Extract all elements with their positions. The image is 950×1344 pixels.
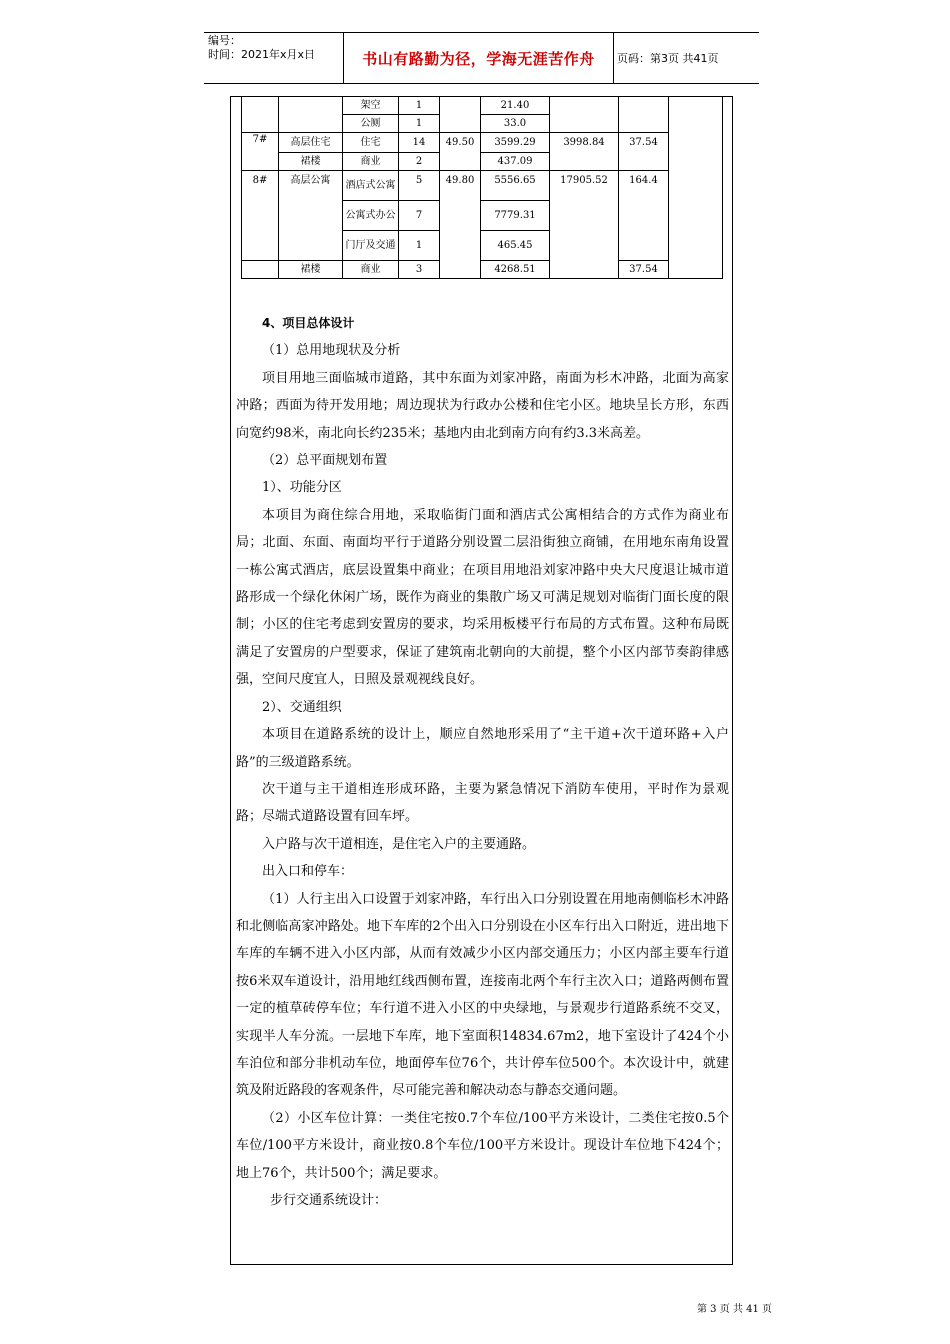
table-cell: 7	[399, 201, 440, 231]
header-number-label: 编号：	[208, 34, 241, 47]
page-header	[204, 32, 759, 84]
table-cell: 14	[399, 133, 440, 153]
header-motto-cell	[343, 33, 808, 83]
table-cell	[279, 97, 343, 133]
table-row	[242, 261, 723, 279]
table-row	[242, 97, 723, 115]
table-cell: 3	[399, 261, 440, 279]
table-cell: 7779.31	[481, 201, 550, 231]
table-cell: 1	[399, 231, 440, 261]
table-cell	[242, 97, 279, 133]
table-cell: 465.45	[481, 231, 550, 261]
paragraph: （2）小区车位计算：一类住宅按0.7个车位/100平方米设计，二类住宅按0.5个车位/100平方米设计，商业按0.8个车位/100平方米设计。现设计车位地下424个；地上76个，共计500个；满足要求。	[236, 1110, 729, 1181]
table-cell: 裙楼	[279, 153, 343, 171]
section-heading: 4、项目总体设计	[262, 316, 355, 330]
table-cell: 5	[399, 171, 440, 201]
table-cell: 8#	[242, 171, 279, 261]
paragraph: 步行交通系统设计：	[270, 1193, 388, 1208]
paragraph: 次干道与主干道相连形成环路，主要为紧急情况下消防车使用，平时作为景观路；尽端式道路设置有回车坪。	[236, 781, 729, 825]
table-cell	[619, 97, 669, 133]
table-cell: 49.80	[440, 171, 481, 279]
page-footer: 第 3 页 共 41 页	[697, 1304, 772, 1315]
table-cell: 公寓式办公	[343, 201, 399, 231]
sub-subsection-title: 1）、功能分区	[262, 480, 342, 496]
body-text	[236, 310, 729, 1214]
header-time: 时间：2021年x月x日	[208, 48, 316, 61]
table-cell: 商业	[343, 153, 399, 171]
table-cell: 裙楼	[279, 261, 343, 279]
header-meta	[208, 34, 315, 62]
header-page-info: 页码：第3页 共41页	[617, 52, 719, 65]
table-cell: 商业	[343, 261, 399, 279]
table-cell: 公厕	[343, 115, 399, 133]
paragraph: 本项目在道路系统的设计上，顺应自然地形采用了“主干道+次干道环路+入户路”的三级道路系统。	[236, 727, 729, 770]
table-cell: 21.40	[481, 97, 550, 115]
table-cell: 164.4	[619, 171, 669, 261]
building-spec-table	[241, 96, 723, 279]
table-cell: 架空	[343, 97, 399, 115]
paragraph: （1）人行主出入口设置于刘家冲路，车行出入口分别设置在用地南侧临杉木冲路和北侧临高家冲路处。地下车库的2个出入口分别设在小区车行出入口附近，进出地下车库的车辆不进入小区内部，从而有效减少小区内部交通压力；小区内部主要车行道按6米双车道设计，沿用地红线西侧布置，连接南北两个车行主次入口；道路两侧布置一定的植草砖停车位；车行道不进入小区的中央绿地，与景观步行道路系统不交叉，实现半人车分流。一层地下车库，地下室面积14834.67m2，地下室设计了424个小车泊位和部分非机动车位，地面停车位76个，共计停车位500个。本次设计中，就建筑及附近路段的客观条件，尽可能完善和解决动态与静态交通问题。	[236, 891, 729, 1099]
table-cell: 437.09	[481, 153, 550, 171]
table-cell: 37.54	[619, 261, 669, 279]
table-cell: 高层住宅	[279, 133, 343, 153]
paragraph: 本项目为商住综合用地，采取临街门面和酒店式公寓相结合的方式作为商业布局；北面、东面、南面均平行于道路分别设置二层沿街独立商铺，在用地东南角设置一栋公寓式酒店，底层设置集中商业；在项目用地沿刘家冲路中央大尺度退让城市道路形成一个绿化休闲广场，既作为商业的集散广场又可满足规划对临街门面长度的限制；小区的住宅考虑到安置房的要求，均采用板楼平行布局的方式布置。这种布局既满足了安置房的户型要求，保证了建筑南北朝向的大前提，整个小区内部节奏韵律感强，空间尺度宜人，日照及景观视线良好。	[236, 507, 729, 688]
table-cell	[550, 97, 619, 133]
table-cell: 1	[399, 97, 440, 115]
table-cell: 住宅	[343, 133, 399, 153]
table-cell: 门厅及交通	[343, 231, 399, 261]
table-cell: 3599.29	[481, 133, 550, 153]
table-row	[242, 171, 723, 201]
header-motto: 书山有路勤为径，学海无涯苦作舟	[344, 33, 614, 83]
table-cell: 5556.65	[481, 171, 550, 201]
table-cell	[669, 97, 723, 279]
subsection-title: （2）总平面规划布置	[262, 453, 388, 469]
table-cell: 17905.52	[550, 171, 619, 279]
paragraph: 出入口和停车：	[262, 864, 354, 880]
table-cell	[440, 97, 481, 133]
table-cell: 37.54	[619, 133, 669, 171]
table-cell: 7#	[242, 133, 279, 171]
table-cell: 1	[399, 115, 440, 133]
table-cell: 高层公寓	[279, 171, 343, 261]
table-cell: 3998.84	[550, 133, 619, 171]
sub-subsection-title: 2）、交通组织	[262, 699, 342, 715]
paragraph: 项目用地三面临城市道路，其中东面为刘家冲路，南面为杉木冲路，北面为高家冲路；西面为待开发用地；周边现状为行政办公楼和住宅小区。地块呈长方形，东西向宽约98米，南北向长约235米；基地内由北到南方向有约3.3米高差。	[236, 370, 729, 441]
subsection-title: （1）总用地现状及分析	[262, 343, 401, 359]
table-cell: 酒店式公寓	[343, 171, 399, 201]
table-cell	[242, 261, 279, 279]
table-cell: 33.0	[481, 115, 550, 133]
table-cell: 49.50	[440, 133, 481, 171]
table-row	[242, 133, 723, 153]
paragraph: 入户路与次干道相连，是住宅入户的主要通路。	[262, 836, 536, 852]
table-cell: 2	[399, 153, 440, 171]
table-cell: 4268.51	[481, 261, 550, 279]
